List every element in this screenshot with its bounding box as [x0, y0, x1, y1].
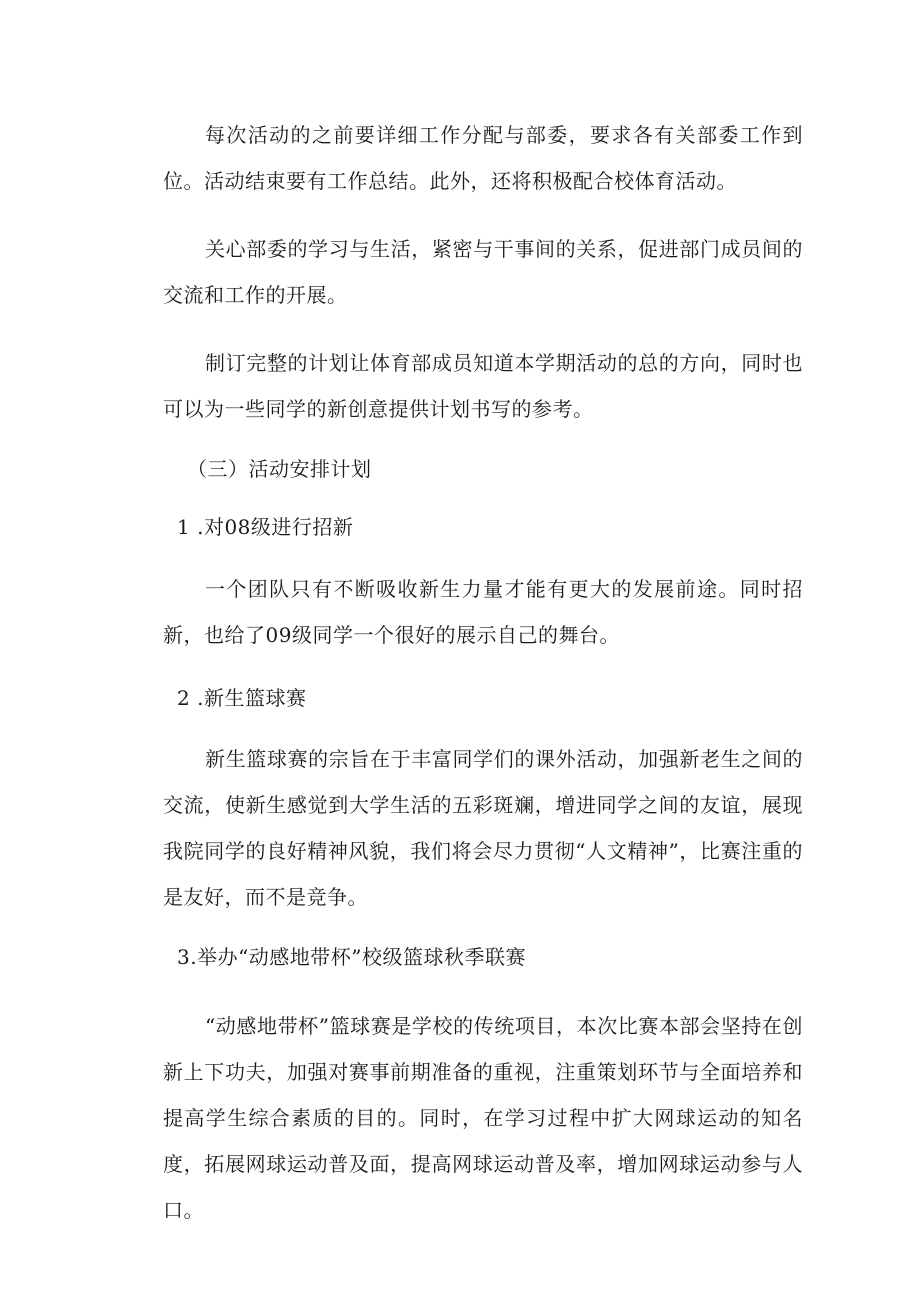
- item-body-autumn-league: “动感地带杯”篮球赛是学校的传统项目，本次比赛本部会坚持在创新上下功夫，加强对赛事前期准备的重视，注重策划环节与全面培养和提高学生综合素质的目的。同时，在学习过程中扩大网球运动的知名度，拓展网球运动普及面，提高网球运动普及率，增加网球运动参与人口。: [163, 1014, 803, 1222]
- section-heading-activity-plan: （三）活动安排计划: [187, 457, 372, 481]
- item-heading-autumn-league: 3.举办“动感地带杯”校级篮球秋季联赛: [177, 945, 527, 969]
- item-heading-freshman-basketball: 2 .新生篮球赛: [177, 686, 307, 710]
- item-body-freshman-basketball: 新生篮球赛的宗旨在于丰富同学们的课外活动，加强新老生之间的交流，使新生感觉到大学生活的五彩斑斓，增进同学之间的友谊，展现我院同学的良好精神风貌，我们将会尽力贯彻“人文精神”，比赛注重的是友好，而不是竞争。: [163, 747, 803, 909]
- item-heading-recruitment: 1 .对08级进行招新: [177, 515, 354, 539]
- paragraph-work-assignment: 每次活动的之前要详细工作分配与部委，要求各有关部委工作到位。活动结束要有工作总结。此外，还将积极配合校体育活动。: [163, 123, 803, 193]
- item-body-recruitment: 一个团队只有不断吸收新生力量才能有更大的发展前途。同时招新，也给了09级同学一个很好的展示自己的舞台。: [163, 577, 803, 647]
- paragraph-care-for-members: 关心部委的学习与生活，紧密与干事间的关系，促进部门成员间的交流和工作的开展。: [163, 237, 803, 307]
- paragraph-complete-plan: 制订完整的计划让体育部成员知道本学期活动的总的方向，同时也可以为一些同学的新创意提供计划书写的参考。: [163, 351, 803, 421]
